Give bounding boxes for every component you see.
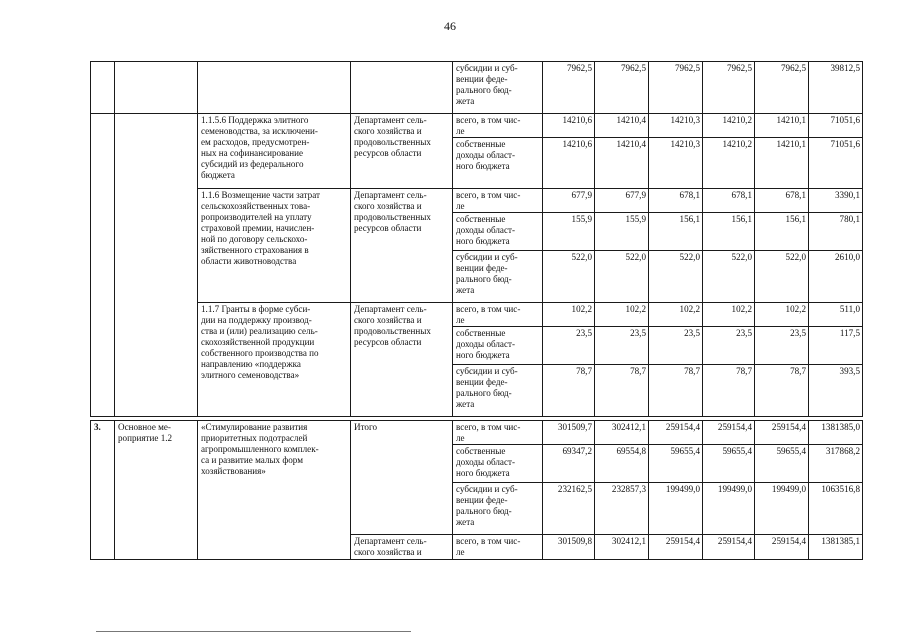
executor-cell: Департамент сель- ского хозяйства и продовольственных ресурсов области <box>351 303 453 417</box>
measure-name-cell: 1.1.5.6 Поддержка элитного семеноводства, за исключени- ем расходов, предусмотрен- ных на софинансирование субсидий из федерального бюджета <box>198 114 351 189</box>
funding-source-cell: всего, в том чис- ле <box>453 303 543 327</box>
value-cell: 102,2 <box>703 303 755 327</box>
value-cell: 232857,3 <box>595 483 649 535</box>
value-cell: 14210,6 <box>543 138 595 189</box>
value-cell: 156,1 <box>649 213 703 251</box>
value-cell: 199499,0 <box>703 483 755 535</box>
executor-cell: Департамент сель- ского хозяйства и продовольственных ресурсов области <box>351 114 453 189</box>
value-cell: 14210,3 <box>649 138 703 189</box>
total-cell: 1381385,1 <box>809 535 863 560</box>
total-cell: 317868,2 <box>809 445 863 483</box>
total-cell: 393,5 <box>809 365 863 417</box>
table-row <box>91 62 863 114</box>
index-cell <box>91 114 115 417</box>
value-cell: 259154,4 <box>649 421 703 445</box>
value-cell: 59655,4 <box>649 445 703 483</box>
table-row <box>91 421 863 445</box>
kind-cell <box>115 114 198 417</box>
value-cell: 156,1 <box>703 213 755 251</box>
value-cell: 259154,4 <box>649 535 703 560</box>
value-cell: 102,2 <box>595 303 649 327</box>
total-cell: 780,1 <box>809 213 863 251</box>
kind-cell: Основное ме- роприятие 1.2 <box>115 421 198 560</box>
value-cell: 102,2 <box>755 303 809 327</box>
value-cell: 156,1 <box>755 213 809 251</box>
value-cell: 259154,4 <box>703 421 755 445</box>
value-cell: 23,5 <box>595 327 649 365</box>
value-cell: 302412,1 <box>595 421 649 445</box>
value-cell: 14210,6 <box>543 114 595 138</box>
total-cell: 1381385,0 <box>809 421 863 445</box>
value-cell: 23,5 <box>703 327 755 365</box>
page-bottom-rule <box>96 631 411 632</box>
value-cell: 59655,4 <box>703 445 755 483</box>
value-cell: 259154,4 <box>755 535 809 560</box>
value-cell: 522,0 <box>543 251 595 303</box>
value-cell: 232162,5 <box>543 483 595 535</box>
executor-cell: Департамент сель- ского хозяйства и <box>351 535 453 560</box>
value-cell: 259154,4 <box>755 421 809 445</box>
value-cell: 14210,4 <box>595 114 649 138</box>
value-cell: 14210,4 <box>595 138 649 189</box>
total-cell: 117,5 <box>809 327 863 365</box>
value-cell: 14210,1 <box>755 114 809 138</box>
name-cell <box>198 62 351 114</box>
value-cell: 78,7 <box>755 365 809 417</box>
value-cell: 102,2 <box>649 303 703 327</box>
table-row <box>91 114 863 138</box>
index-cell <box>91 62 115 114</box>
total-cell: 2610,0 <box>809 251 863 303</box>
value-cell: 199499,0 <box>755 483 809 535</box>
value-cell: 7962,5 <box>649 62 703 114</box>
page-number: 46 <box>444 19 456 33</box>
value-cell: 69554,8 <box>595 445 649 483</box>
funding-source-cell: субсидии и суб- венции феде- рального бюд- жета <box>453 365 543 417</box>
total-cell: 71051,6 <box>809 114 863 138</box>
table-row <box>91 189 863 213</box>
value-cell: 23,5 <box>755 327 809 365</box>
executor-cell: Департамент сель- ского хозяйства и продовольственных ресурсов области <box>351 189 453 303</box>
value-cell: 301509,8 <box>543 535 595 560</box>
value-cell: 23,5 <box>649 327 703 365</box>
value-cell: 155,9 <box>543 213 595 251</box>
value-cell: 7962,5 <box>595 62 649 114</box>
value-cell: 7962,5 <box>703 62 755 114</box>
value-cell: 155,9 <box>595 213 649 251</box>
value-cell: 59655,4 <box>755 445 809 483</box>
value-cell: 78,7 <box>543 365 595 417</box>
value-cell: 14210,3 <box>649 114 703 138</box>
value-cell: 678,1 <box>755 189 809 213</box>
value-cell: 522,0 <box>703 251 755 303</box>
index-cell: 3. <box>91 421 115 560</box>
value-cell: 102,2 <box>543 303 595 327</box>
budget-table <box>90 61 863 417</box>
funding-source-cell: собственные доходы област- ного бюджета <box>453 138 543 189</box>
total-cell: 1063516,8 <box>809 483 863 535</box>
value-cell: 14210,2 <box>703 114 755 138</box>
value-cell: 522,0 <box>649 251 703 303</box>
measure-name-cell: 1.1.7 Гранты в форме субси- дии на поддержку производ- ства и (или) реализацию сель- скохозяйственной продукции собственного производства по направлению «поддержка элитного семеноводства» <box>198 303 351 417</box>
value-cell: 302412,1 <box>595 535 649 560</box>
value-cell: 199499,0 <box>649 483 703 535</box>
funding-source-cell: субсидии и суб- венции феде- рального бюд- жета <box>453 483 543 535</box>
value-cell: 259154,4 <box>703 535 755 560</box>
funding-source-cell: собственные доходы област- ного бюджета <box>453 445 543 483</box>
executor-cell: Итого <box>351 421 453 535</box>
budget-table-section-3 <box>90 420 863 560</box>
value-cell: 7962,5 <box>543 62 595 114</box>
value-cell: 522,0 <box>595 251 649 303</box>
value-cell: 678,1 <box>649 189 703 213</box>
funding-source-cell: всего, в том чис- ле <box>453 114 543 138</box>
funding-source-cell: субсидии и суб- венции феде- рального бюд- жета <box>453 62 543 114</box>
kind-cell <box>115 62 198 114</box>
value-cell: 678,1 <box>703 189 755 213</box>
value-cell: 78,7 <box>649 365 703 417</box>
value-cell: 677,9 <box>543 189 595 213</box>
value-cell: 677,9 <box>595 189 649 213</box>
total-cell: 39812,5 <box>809 62 863 114</box>
table-row <box>91 303 863 327</box>
executor-cell <box>351 62 453 114</box>
total-cell: 511,0 <box>809 303 863 327</box>
value-cell: 78,7 <box>595 365 649 417</box>
value-cell: 7962,5 <box>755 62 809 114</box>
value-cell: 78,7 <box>703 365 755 417</box>
funding-source-cell: собственные доходы област- ного бюджета <box>453 213 543 251</box>
value-cell: 301509,7 <box>543 421 595 445</box>
measure-name-cell: 1.1.6 Возмещение части затрат сельскохозяйственных това- ропроизводителей на уплату страховой премии, начислен- ной по договору сельскохо- зяйственного страхования в области животноводства <box>198 189 351 303</box>
funding-source-cell: всего, в том чис- ле <box>453 189 543 213</box>
funding-source-cell: субсидии и суб- венции феде- рального бюд- жета <box>453 251 543 303</box>
funding-source-cell: всего, в том чис- ле <box>453 421 543 445</box>
total-cell: 3390,1 <box>809 189 863 213</box>
measure-name-cell: «Стимулирование развития приоритетных подотраслей агропромышленного комплек- са и развитие малых форм хозяйствования» <box>198 421 351 560</box>
funding-source-cell: собственные доходы област- ного бюджета <box>453 327 543 365</box>
value-cell: 23,5 <box>543 327 595 365</box>
value-cell: 522,0 <box>755 251 809 303</box>
value-cell: 69347,2 <box>543 445 595 483</box>
value-cell: 14210,1 <box>755 138 809 189</box>
funding-source-cell: всего, в том чис- ле <box>453 535 543 560</box>
total-cell: 71051,6 <box>809 138 863 189</box>
value-cell: 14210,2 <box>703 138 755 189</box>
